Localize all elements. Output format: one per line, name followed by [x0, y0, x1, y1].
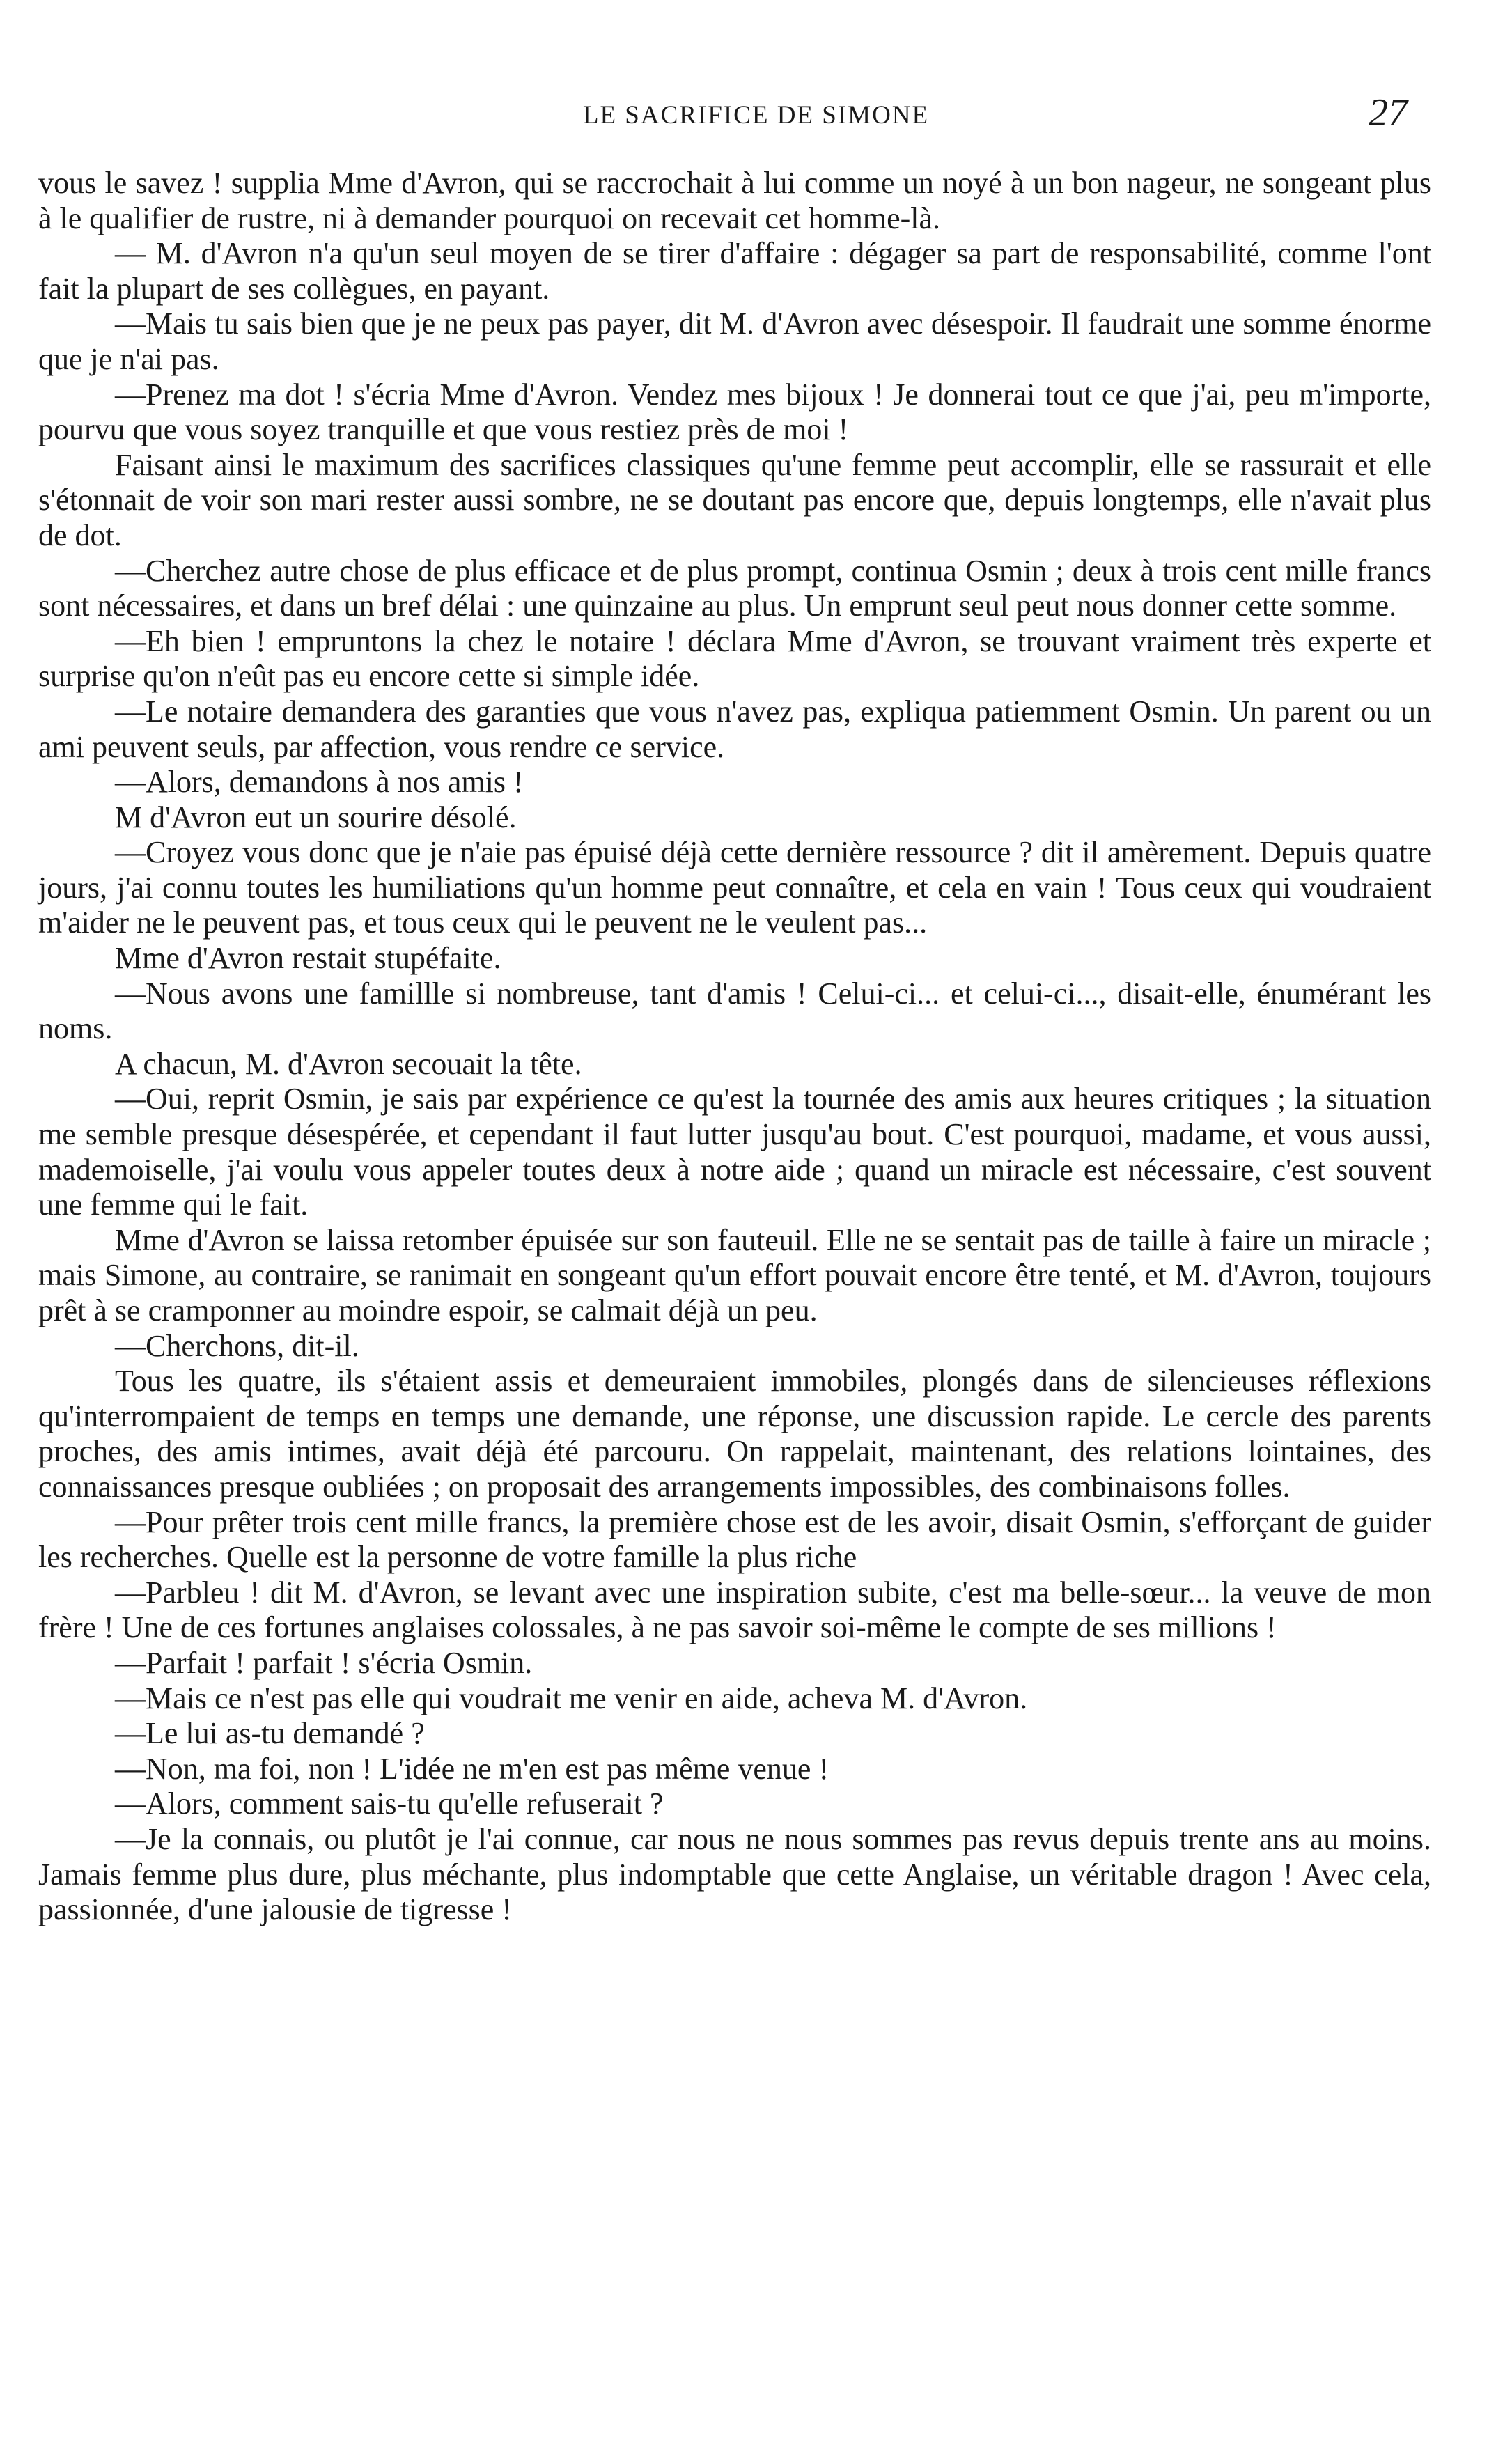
paragraph: —Pour prêter trois cent mille francs, la première chose est de les avoir, disait Osmin, s'efforçant de guider les recherches. Quelle est la personne de votre famille la plus riche	[38, 1504, 1431, 1575]
paragraph: —Alors, demandons à nos amis !	[115, 765, 524, 800]
paragraph: M d'Avron eut un sourire désolé.	[115, 800, 517, 834]
page-number: 27	[1369, 91, 1408, 134]
paragraph: —Le lui as-tu demandé ?	[115, 1716, 425, 1751]
paragraph: —Cherchez autre chose de plus efficace et de plus prompt, continua Osmin ; deux à trois cent mille francs sont nécessaires, et dans un bref délai : une quinzaine au plus. Un emprunt seul peut nous donner cette somme.	[38, 553, 1431, 623]
paragraph: —Nous avons une famillle si nombreuse, tant d'amis ! Celui-ci... et celui-ci..., disait-elle, énumérant les noms.	[38, 976, 1431, 1046]
paragraph: —Oui, reprit Osmin, je sais par expérience ce qu'est la tournée des amis aux heures critiques ; la situation me semble presque désespérée, et cependant il faut lutter jusqu'au bout. C'est pourquoi, madame, et vous aussi, mademoiselle, j'ai voulu vous appeler toutes deux à notre aide ; quand un miracle est nécessaire, c'est souvent une femme qui le fait.	[38, 1082, 1431, 1222]
paragraph: —Prenez ma dot ! s'écria Mme d'Avron. Vendez mes bijoux ! Je donnerai tout ce que j'ai, peu m'importe, pourvu que vous soyez tranquille et que vous restiez près de moi !	[38, 377, 1431, 447]
paragraph: — M. d'Avron n'a qu'un seul moyen de se tirer d'affaire : dégager sa part de responsabilité, comme l'ont fait la plupart de ses collègues, en payant.	[38, 236, 1431, 306]
paragraph: —Je la connais, ou plutôt je l'ai connue, car nous ne nous sommes pas revus depuis trente ans au moins. Jamais femme plus dure, plus méchante, plus indomptable que cette Anglaise, un véritable dragon ! Avec cela, passionnée, d'une jalousie de tigresse !	[38, 1821, 1431, 1927]
paragraph: Mme d'Avron restait stupéfaite.	[115, 941, 501, 976]
body-text	[38, 166, 1431, 1928]
paragraph: —Parbleu ! dit M. d'Avron, se levant avec une inspiration subite, c'est ma belle-sœur... la veuve de mon frère ! Une de ces fortunes anglaises colossales, à ne pas savoir soi-même le compte de ses millions !	[38, 1575, 1431, 1645]
page-header	[0, 91, 1512, 139]
paragraph: —Croyez vous donc que je n'aie pas épuisé déjà cette dernière ressource ? dit il amèrement. Depuis quatre jours, j'ai connu toutes les humiliations qu'un homme peut connaître, et cela en vain ! Tous ceux qui voudraient m'aider ne le peuvent pas, et tous ceux qui le peuvent ne le veulent pas...	[38, 835, 1431, 940]
paragraph: —Mais ce n'est pas elle qui voudrait me venir en aide, acheva M. d'Avron.	[115, 1681, 1028, 1715]
paragraph: —Le notaire demandera des garanties que vous n'avez pas, expliqua patiemment Osmin. Un parent ou un ami peuvent seuls, par affection, vous rendre ce service.	[38, 694, 1431, 764]
paragraph: —Non, ma foi, non ! L'idée ne m'en est pas même venue !	[115, 1751, 829, 1786]
running-title: LE SACRIFICE DE SIMONE	[582, 101, 930, 130]
paragraph: —Parfait ! parfait ! s'écria Osmin.	[115, 1645, 533, 1680]
paragraph: —Cherchons, dit-il.	[115, 1328, 359, 1363]
paragraph: Mme d'Avron se laissa retomber épuisée sur son fauteuil. Elle ne se sentait pas de taille à faire un miracle ; mais Simone, au contraire, se ranimait en songeant qu'un effort pouvait encore être tenté, et M. d'Avron, toujours prêt à se cramponner au moindre espoir, se calmait déjà un peu.	[38, 1222, 1431, 1327]
paragraph: —Eh bien ! empruntons la chez le notaire ! déclara Mme d'Avron, se trouvant vraiment très experte et surprise qu'on n'eût pas eu encore cette si simple idée.	[38, 623, 1431, 694]
paragraph: Tous les quatre, ils s'étaient assis et demeuraient immobiles, plongés dans de silencieuses réflexions qu'interrompaient de temps en temps une demande, une réponse, une discussion rapide. Le cercle des parents proches, des amis intimes, avait déjà été parcouru. On rappelait, maintenant, des relations lointaines, des connaissances presque oubliées ; on proposait des arrangements impossibles, des combinaisons folles.	[38, 1364, 1431, 1504]
paragraph: —Mais tu sais bien que je ne peux pas payer, dit M. d'Avron avec désespoir. Il faudrait une somme énorme que je n'ai pas.	[38, 306, 1431, 376]
paragraph: Faisant ainsi le maximum des sacrifices classiques qu'une femme peut accomplir, elle se rassurait et elle s'étonnait de voir son mari rester aussi sombre, ne se doutant pas encore que, depuis longtemps, elle n'avait plus de dot.	[38, 447, 1431, 552]
paragraph: A chacun, M. d'Avron secouait la tête.	[115, 1046, 582, 1081]
paragraph: —Alors, comment sais-tu qu'elle refuserait ?	[115, 1786, 664, 1821]
paragraph: vous le savez ! supplia Mme d'Avron, qui se raccrochait à lui comme un noyé à un bon nageur, ne songeant plus à le qualifier de rustre, ni à demander pourquoi on recevait cet homme-là.	[38, 166, 1431, 235]
